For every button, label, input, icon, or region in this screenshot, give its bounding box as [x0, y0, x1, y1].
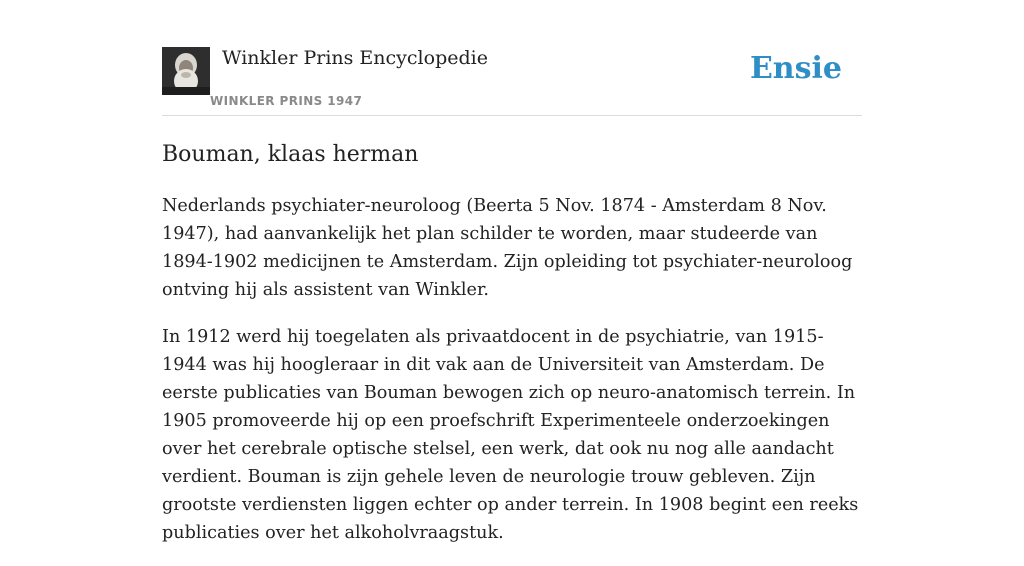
- source-avatar[interactable]: [162, 47, 210, 95]
- article-paragraph: In 1912 werd hij toegelaten als privaatdocent in de psychiatrie, van 1915-1944 was hij hoogleraar in dit vak aan de Universiteit van Amsterdam. De eerste publicaties van Bouman bewogen zich op neuro-anatomisch terrein. In 1905 promoveerde hij op een proefschrift Experimenteele onderzoekingen over het cerebrale optische stelsel, een werk, dat ook nu nog alle aandacht verdient. Bouman is zijn gehele leven de neurologie trouw gebleven. Zijn grootste verdiensten liggen echter op ander terrein. In 1908 begint een reeks publicaties over het alkoholvraagstuk.: [162, 327, 859, 543]
- source-title[interactable]: Winkler Prins Encyclopedie: [222, 47, 488, 69]
- article-title: Bouman, klaas herman: [162, 142, 419, 167]
- portrait-image: [162, 47, 210, 95]
- brand-logo-link[interactable]: Ensie: [749, 51, 842, 86]
- source-subtitle: WINKLER PRINS 1947: [210, 94, 363, 108]
- article-paragraph: Nederlands psychiater-neuroloog (Beerta 5 Nov. 1874 - Amsterdam 8 Nov. 1947), had aanvankelijk het plan schilder te worden, maar studeerde van 1894-1902 medicijnen te Amsterdam. Zijn opleiding tot psychiater-neuroloog ontving hij als assistent van Winkler.: [162, 196, 853, 300]
- article-body: [162, 192, 862, 566]
- source-header: [162, 46, 862, 116]
